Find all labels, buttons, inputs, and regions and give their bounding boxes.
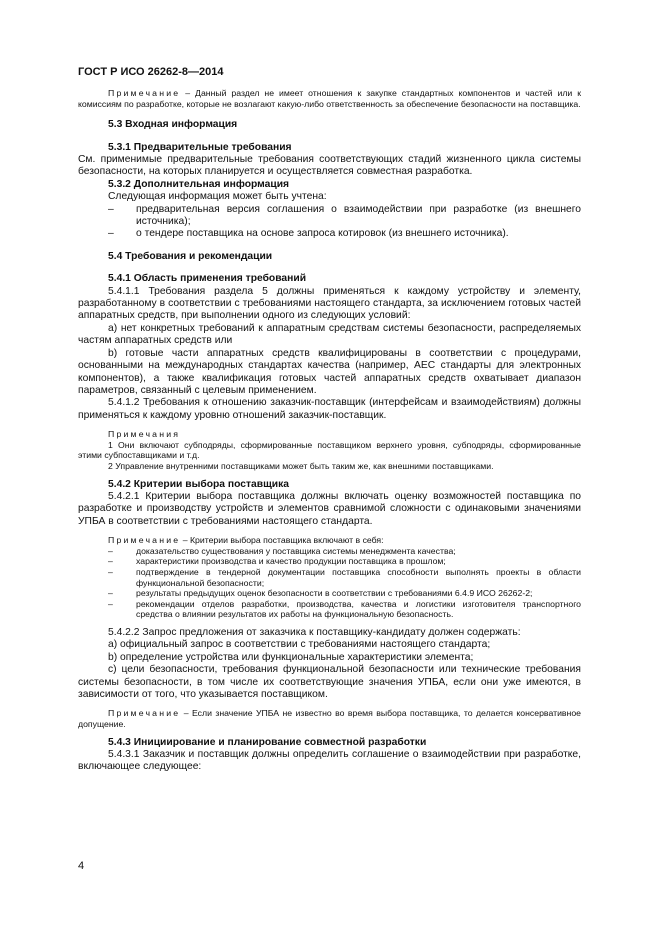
note-item: 2 Управление внутренними поставщиками может быть таким же, как внешними поставщиками.	[108, 460, 494, 471]
paragraph-5-4-1-1: 5.4.1.1 Требования раздела 5 должны применяться к каждому устройству и элементу, разработанному в соответствии с требованиями настоящего стандарта, за исключением готовых частей аппаратных средств, при выполнении одного из следующих условий:	[78, 285, 581, 322]
section-5-3-2-title: 5.3.2 Дополнительная информация	[108, 178, 290, 190]
criteria-note-item: – результаты предыдущих оценок безопасности в соответствии с требованиями 6.4.9 ИСО 26262-2;	[108, 588, 533, 599]
note-item: 1 Они включают субподряды, сформированные поставщиком верхнего уровня, субподряды, сформированные этими субпоставщиками и т.д.	[78, 439, 581, 461]
section-5-4-3-title: 5.4.3 Инициирование и планирование совместной разработки	[108, 736, 427, 748]
section-5-3-title: 5.3 Входная информация	[108, 119, 238, 131]
section-5-4-2-title: 5.4.2 Критерии выбора поставщика	[108, 478, 289, 490]
paragraph-5-4-1-1-b: b) готовые части аппаратных средств квалифицированы в соответствии с процедурами, основанными на международных стандартах качества (например, АЕС стандарты для электронных компонентов), а также квалификация готовых частей аппаратных средств охватывает диапазон параметров, связанный с целевым применением.	[78, 347, 581, 396]
criteria-note-item: – подтверждение в тендерной документации поставщика способности выполнять проекты в области функциональной безопасности;	[108, 566, 581, 588]
note-label: Примечание	[108, 88, 181, 98]
section-5-3-1-text: См. применимые предварительные требования соответствующих стадий жизненного цикла системы безопасности, на которых планируется и осуществляется совместная разработка.	[78, 154, 581, 178]
paragraph-5-4-1-2: 5.4.1.2 Требования к отношению заказчик-поставщик (интерфейсам и взаимодействиям) должны применяться к каждому уровню отношений заказчик-поставщик.	[78, 397, 581, 421]
page-number: 4	[78, 860, 85, 872]
section-5-3-2-lead: Следующая информация может быть учтена:	[108, 191, 327, 203]
intro-note	[78, 88, 581, 109]
intro-note-text: – Данный раздел не имеет отношения к закупке стандартных компонентов и частей или к комиссиям по разработке, которые не возлагают какую-либо ответственность за обеспечение безопасности на поставщика.	[78, 88, 581, 109]
page-content	[78, 88, 581, 774]
paragraph-5-4-1-1-a: а) нет конкретных требований к аппаратным средствам системы безопасности, распределяемых частям аппаратных средств или	[78, 322, 581, 347]
criteria-note-lead: Примечание – Критерии выбора поставщика включают в себя:	[108, 535, 384, 546]
paragraph-5-4-3-1: 5.4.3.1 Заказчик и поставщик должны определить соглашение о взаимодействии при разработке, включающее следующее:	[78, 748, 581, 773]
paragraph-5-4-2-2: 5.4.2.2 Запрос предложения от заказчика к поставщику-кандидату должен содержать:	[108, 626, 521, 638]
list-item: – предварительная версия соглашения о взаимодействии при разработке (из внешнего источника);	[108, 203, 581, 228]
paragraph-5-4-2-1: 5.4.2.1 Критерии выбора поставщика должны включать оценку возможностей поставщика по разработке и производству устройств и элементов сравнимой сложности с одинаковыми значениями УПБА в соответствии с требованиями настоящего стандарта.	[78, 490, 581, 527]
criteria-note-item: – характеристики производства и качество продукции поставщика в прошлом;	[108, 556, 446, 567]
paragraph-5-4-2-2-a: а) официальный запрос в соответствии с требованиями настоящего стандарта;	[108, 639, 491, 651]
standard-header: ГОСТ Р ИСО 26262-8—2014	[78, 66, 224, 78]
criteria-note-item: – доказательство существования у поставщика системы менеджмента качества;	[108, 545, 456, 556]
section-5-3-1-title: 5.3.1 Предварительные требования	[108, 141, 292, 153]
paragraph-5-4-2-2-b: b) определение устройства или функциональные характеристики элемента;	[108, 651, 474, 663]
asil-note: Примечание – Если значение УПБА не известно во время выбора поставщика, то делается консервативное допущение.	[78, 708, 581, 729]
notes-label: Примечания	[108, 429, 181, 440]
section-5-4-title: 5.4 Требования и рекомендации	[108, 250, 273, 262]
paragraph-5-4-2-2-c: c) цели безопасности, требования функциональной безопасности или технические требования системы безопасности, в том числе их соответствующие значения УПБА, если они уже имеются, в зависимости от того, что указывается поставщиком.	[78, 664, 581, 700]
criteria-note-item: – рекомендации отделов разработки, производства, качества и логистики изготовителя транспортного средства о влиянии результатов их работы на функциональную безопасность.	[108, 598, 581, 620]
section-5-4-1-title: 5.4.1 Область применения требований	[108, 273, 307, 285]
list-item: – о тендере поставщика на основе запроса котировок (из внешнего источника).	[108, 228, 509, 240]
